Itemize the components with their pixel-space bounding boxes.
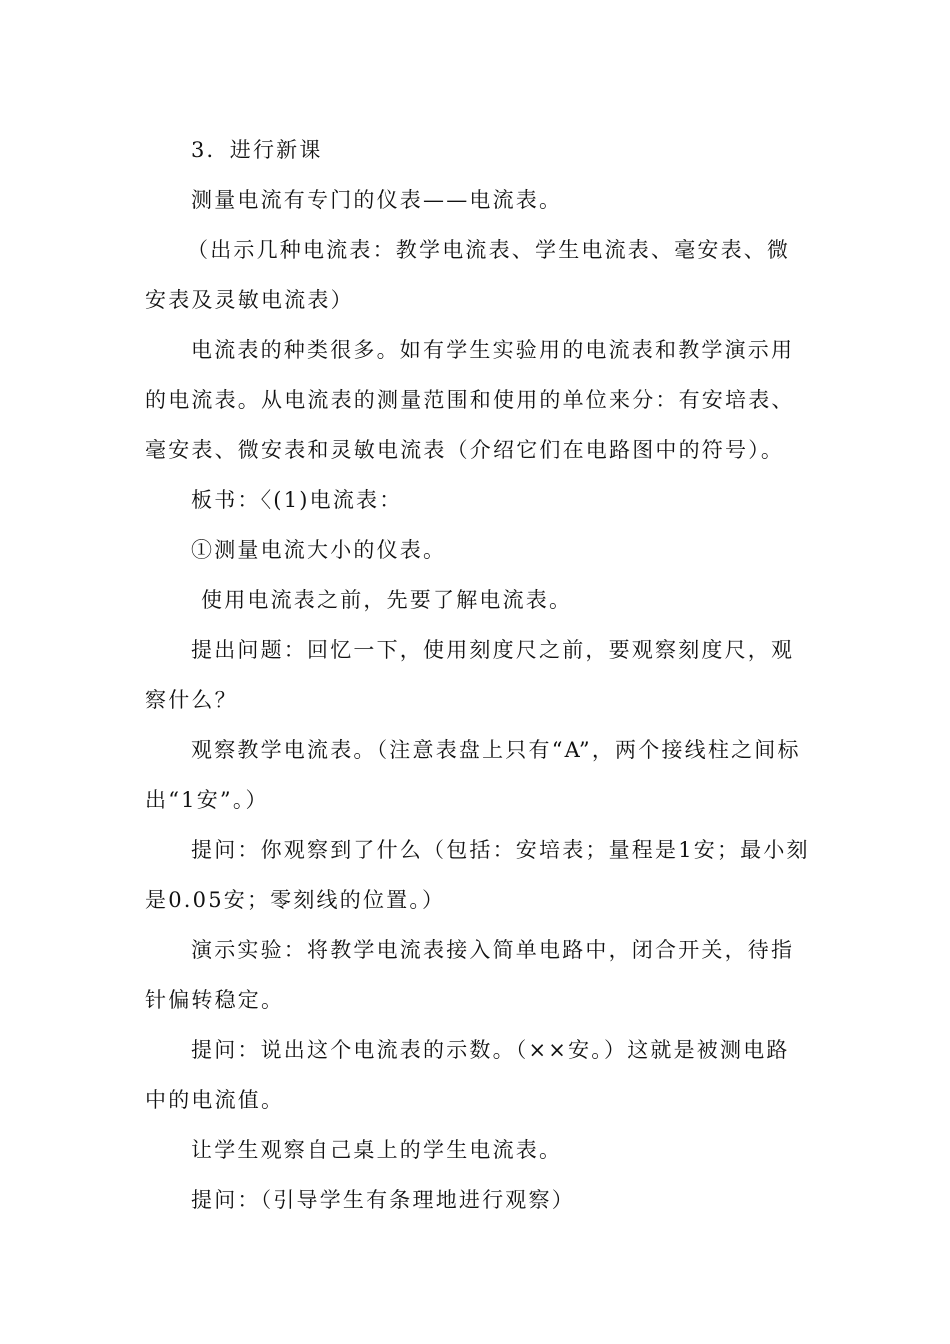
paragraph-demo-experiment: 演示实验：将教学电流表接入简单电路中，闭合开关，待指针偏转稳定。 <box>145 938 795 1012</box>
paragraph-board-note: 板书：〈(1)电流表： <box>191 488 403 512</box>
paragraph-intro: 测量电流有专门的仪表——电流表。 <box>191 188 563 212</box>
paragraph-question-ruler: 提出问题：回忆一下，使用刻度尺之前，要观察刻度尺，观察什么？ <box>145 638 795 712</box>
section-heading: 3．进行新课 <box>191 138 323 162</box>
paragraph-question-reading: 提问：说出这个电流表的示数。（××安。）这就是被测电路中的电流值。 <box>145 1038 790 1112</box>
paragraph-observe-meter: 观察教学电流表。（注意表盘上只有“A”，两个接线柱之间标出“1安”。） <box>145 738 801 812</box>
paragraph-student-observe: 让学生观察自己桌上的学生电流表。 <box>191 1138 563 1162</box>
paragraph-guided-question: 提问：（引导学生有条理地进行观察） <box>191 1188 575 1212</box>
paragraph-show-meters: （出示几种电流表：教学电流表、学生电流表、毫安表、微安表及灵敏电流表） <box>145 238 791 312</box>
paragraph-meter-types: 电流表的种类很多。如有学生实验用的电流表和教学演示用的电流表。从电流表的测量范围和使用的单位来分：有安培表、毫安表、微安表和灵敏电流表（介绍它们在电路图中的符号）。 <box>145 338 795 462</box>
paragraph-before-use: 使用电流表之前，先要了解电流表。 <box>201 588 573 612</box>
paragraph-question-observed: 提问：你观察到了什么（包括：安培表；量程是1安；最小刻是0.05安；零刻线的位置。） <box>145 838 810 912</box>
paragraph-definition: ①测量电流大小的仪表。 <box>191 538 447 562</box>
